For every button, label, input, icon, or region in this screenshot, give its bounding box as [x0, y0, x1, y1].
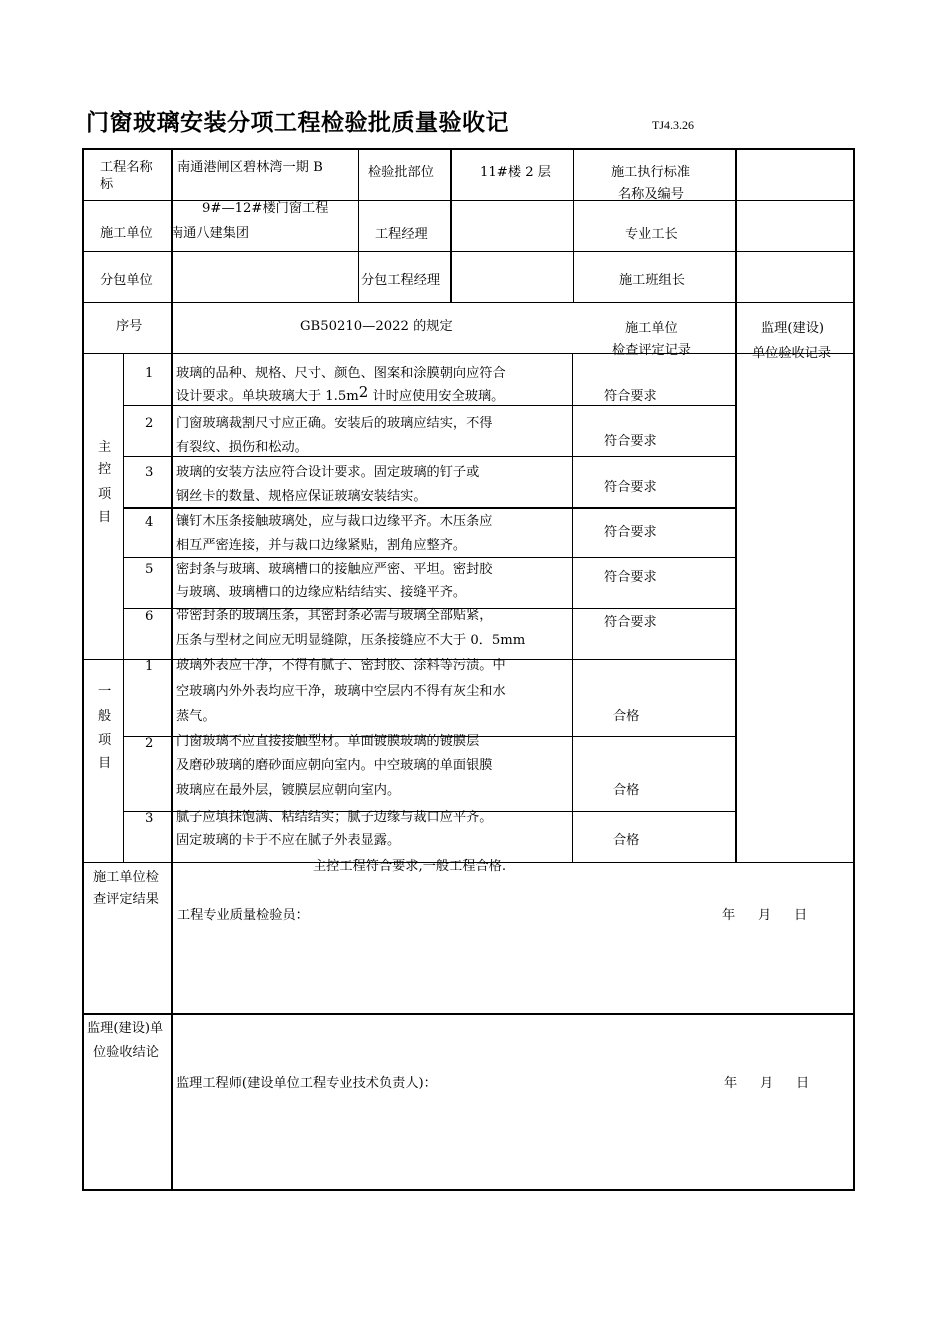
general-item-text: 玻璃外表应干净，不得有腻子、密封胶、涂料等污渍。中	[176, 658, 506, 673]
spec-header: GB50210—2022 的规定	[300, 319, 453, 334]
supervisor-date-day: 日	[796, 1076, 810, 1091]
supervisor-check-header-cont: 单位验收记录	[752, 346, 832, 361]
main-items-label-char: 项	[98, 487, 112, 502]
inspection-part-value: 11#楼 2 层	[480, 165, 551, 180]
project-name-value: 南通港闸区碧林湾一期 B	[177, 160, 323, 175]
general-items-label-char: 目	[98, 756, 112, 771]
contractor-date-year: 年	[722, 908, 736, 923]
general-item-no: 3	[145, 811, 154, 826]
project-name-label: 工程名称	[100, 160, 153, 175]
supervisor-result-label-cont: 位验收结论	[93, 1045, 159, 1060]
general-item-text-cont: 空玻璃内外外表均应干净，玻璃中空层内不得有灰尘和水	[176, 684, 506, 699]
main-item-text: 密封条与玻璃、玻璃槽口的接触应严密、平坦。密封胶	[176, 562, 493, 577]
form-code: TJ4.3.26	[652, 118, 694, 132]
main-item-result: 符合要求	[604, 615, 657, 630]
contractor-result-label: 施工单位检	[93, 870, 159, 885]
main-item-text: 玻璃的安装方法应符合设计要求。固定玻璃的钉子或	[176, 465, 480, 480]
main-item-no: 3	[145, 465, 154, 480]
main-item-no: 4	[145, 515, 154, 530]
general-item-text-cont: 玻璃应在最外层，镀膜层应朝向室内。	[176, 783, 401, 798]
project-name-value-cont: 9#—12#楼门窗工程	[202, 201, 329, 216]
main-item-text-cont: 设计要求。单块玻璃大于 $1.5m^2$ 计时应使用安全玻璃。	[176, 383, 505, 404]
main-item-text-cont: 有裂纹、损伤和松动。	[176, 440, 308, 455]
main-item-text-cont: 压条与型材之间应无明显缝隙，压条接缝应不大于 0．5mm	[176, 633, 526, 648]
main-item-text: 玻璃的品种、规格、尺寸、颜色、图案和涂膜朝向应符合	[176, 366, 506, 381]
general-items-label-char: 项	[98, 733, 112, 748]
contractor-check-header-cont: 检查评定记录	[612, 343, 692, 358]
main-item-no: 5	[145, 562, 154, 577]
project-name-label-cont: 标	[100, 177, 114, 192]
main-item-result: 符合要求	[604, 389, 657, 404]
contractor-check-header: 施工单位	[625, 321, 678, 336]
main-item-text: 带密封条的玻璃压条，其密封条必需与玻璃全部贴紧，	[176, 608, 493, 623]
supervisor-result-label: 监理(建设)单	[87, 1021, 164, 1036]
general-item-text: 腻子应填抹饱满、粘结结实；腻子边缘与裁口应平齐。	[176, 810, 493, 825]
document-title: 门窗玻璃安装分项工程检验批质量验收记	[86, 110, 509, 136]
general-item-text: 门窗玻璃不应直接接触型材。单面镀膜玻璃的镀膜层	[176, 734, 480, 749]
general-item-text-cont: 固定玻璃的卡于不应在腻子外表显露。	[176, 833, 401, 848]
contractor-result-summary: 主控工程符合要求,一般工程合格.	[313, 859, 507, 874]
general-item-result: 合格	[613, 709, 640, 724]
standard-label: 施工执行标准	[611, 165, 691, 180]
contractor-value: 南通八建集团	[170, 226, 250, 241]
main-items-label-char: 控	[98, 462, 112, 477]
main-item-text: 门窗玻璃裁割尺寸应正确。安装后的玻璃应结实，不得	[176, 416, 493, 431]
main-item-result: 符合要求	[604, 525, 657, 540]
general-item-text-cont: 蒸气。	[176, 709, 216, 724]
general-item-no: 1	[145, 659, 154, 674]
main-item-result: 符合要求	[604, 480, 657, 495]
contractor-date-month: 月	[758, 908, 772, 923]
main-item-no: 1	[145, 366, 154, 381]
main-item-result: 符合要求	[604, 434, 657, 449]
general-items-label-char: 般	[98, 709, 112, 724]
general-items-label-char: 一	[98, 684, 112, 699]
contractor-date-day: 日	[794, 908, 808, 923]
main-item-text: 镶钉木压条接触玻璃处，应与裁口边缘平齐。木压条应	[176, 514, 493, 529]
foreman-label: 专业工长	[625, 227, 678, 242]
supervisor-check-header: 监理(建设)	[761, 321, 825, 336]
general-item-result: 合格	[613, 783, 640, 798]
supervising-engineer-label: 监理工程师(建设单位工程专业技术负责人)：	[176, 1076, 437, 1091]
main-item-result: 符合要求	[604, 570, 657, 585]
team-leader-label: 施工班组长	[619, 273, 685, 288]
main-item-text-cont: 与玻璃、玻璃槽口的边缘应粘结结实、接缝平齐。	[176, 585, 467, 600]
main-item-text-cont: 钢丝卡的数量、规格应保证玻璃安装结实。	[176, 489, 427, 504]
contractor-label: 施工单位	[100, 226, 153, 241]
supervisor-date-year: 年	[724, 1076, 738, 1091]
main-item-no: 2	[145, 416, 154, 431]
sub-manager-label: 分包工程经理	[361, 273, 441, 288]
standard-label-cont: 名称及编号	[618, 187, 684, 202]
quality-inspector-label: 工程专业质量检验员：	[177, 908, 309, 923]
contractor-result-label-cont: 查评定结果	[93, 892, 159, 907]
main-item-no: 6	[145, 609, 154, 624]
main-items-label-char: 目	[98, 510, 112, 525]
general-item-result: 合格	[613, 833, 640, 848]
seq-header: 序号	[116, 319, 143, 334]
main-items-label-char: 主	[98, 440, 112, 455]
inspection-part-label: 检验批部位	[368, 165, 434, 180]
general-item-text-cont: 及磨砂玻璃的磨砂面应朝向室内。中空玻璃的单面银膜	[176, 758, 493, 773]
main-item-text-cont: 相互严密连接，并与裁口边缘紧贴，割角应整齐。	[176, 538, 467, 553]
general-item-no: 2	[145, 736, 154, 751]
subcontractor-label: 分包单位	[100, 273, 153, 288]
supervisor-date-month: 月	[760, 1076, 774, 1091]
project-manager-label: 工程经理	[375, 227, 428, 242]
